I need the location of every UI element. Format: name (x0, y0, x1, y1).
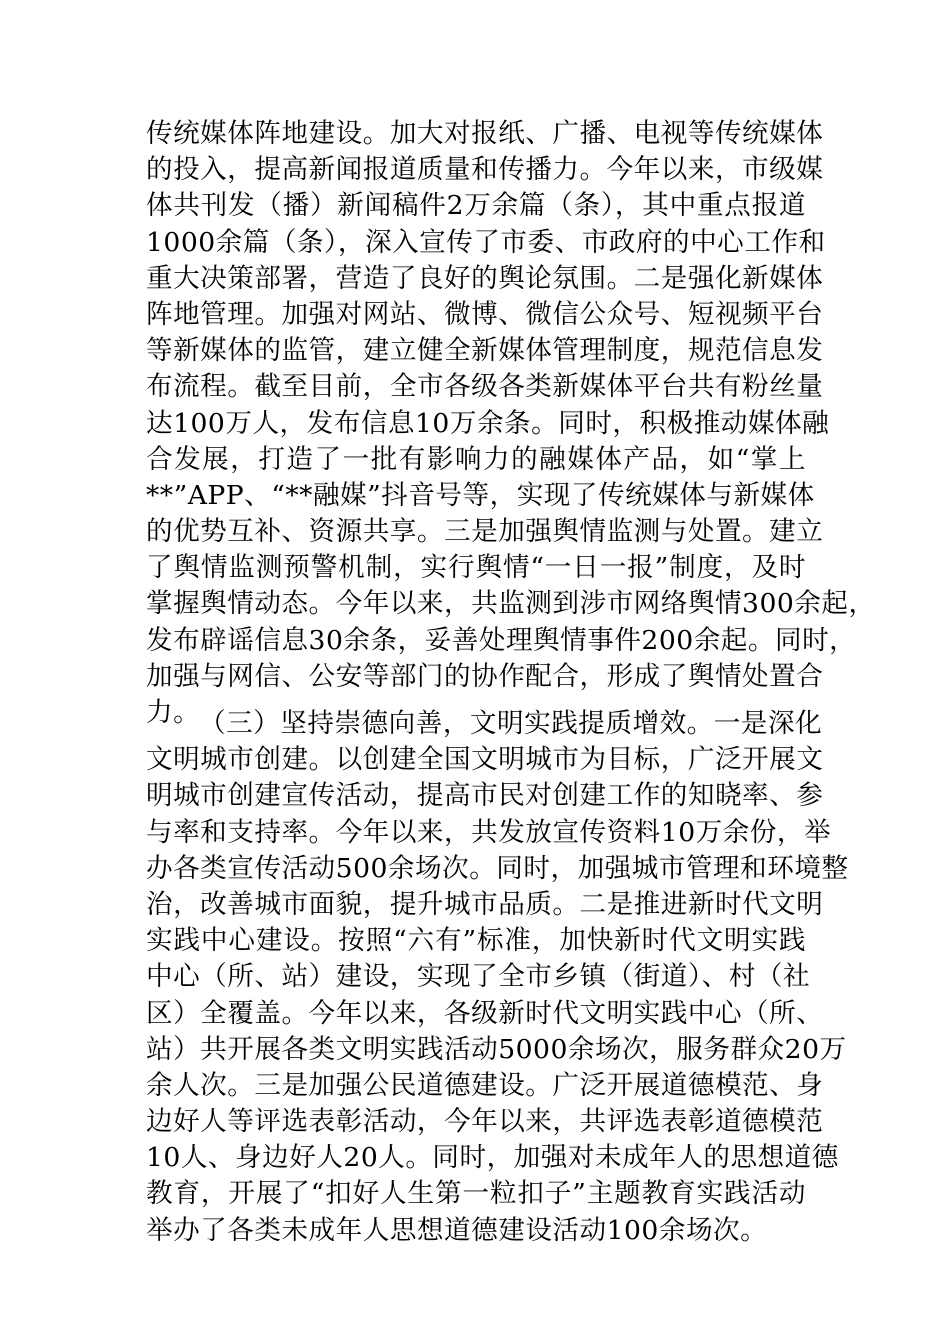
text-line: 体共刊发（播）新闻稿件2万余篇（条），其中重点报道 (146, 190, 806, 222)
text-line: 的投入，提高新闻报道质量和传播力。今年以来，市级媒 (146, 154, 824, 186)
text-line: 治，改善城市面貌，提升城市品质。二是推进新时代文明 (146, 888, 824, 920)
text-line: 的优势互补、资源共享。三是加强舆情监测与处置。建立 (146, 516, 824, 548)
text-line: 合发展，打造了一批有影响力的融媒体产品，如“掌上 (146, 443, 806, 475)
text-line: 明城市创建宣传活动，提高市民对创建工作的知晓率、参 (146, 780, 824, 812)
text-line: 中心（所、站）建设，实现了全市乡镇（街道）、村（社 (146, 961, 811, 993)
section-heading-line: （三）坚持崇德向善，文明实践提质增效。一是深化 (199, 708, 823, 739)
text-line: 10人、身边好人20人。同时，加强对未成年人的思想道德 (146, 1142, 839, 1174)
text-line: 与率和支持率。今年以来，共发放宣传资料10万余份，举 (146, 816, 832, 848)
text-line: 站）共开展各类文明实践活动5000余场次，服务群众20万 (146, 1033, 847, 1065)
text-line: 传统媒体阵地建设。加大对报纸、广播、电视等传统媒体 (146, 118, 824, 149)
text-line: 等新媒体的监管，建立健全新媒体管理制度，规范信息发 (146, 335, 824, 367)
text-line: 达100万人，发布信息10万余条。同时，积极推动媒体融 (146, 407, 830, 439)
text-line: 教育，开展了“扣好人生第一粒扣子”主题教育实践活动 (146, 1178, 806, 1210)
text-line: 力。 (146, 697, 201, 728)
paragraph-civilization-practice (146, 706, 849, 1249)
text-line: 区）全覆盖。今年以来，各级新时代文明实践中心（所、 (146, 997, 824, 1029)
text-line: 余人次。三是加强公民道德建设。广泛开展道德模范、身 (146, 1069, 824, 1101)
text-line: 办各类宣传活动500余场次。同时，加强城市管理和环境整 (146, 852, 849, 884)
text-line: 1000余篇（条），深入宣传了市委、市政府的中心工作和 (146, 226, 826, 258)
text-line: 加强与网信、公安等部门的协作配合，形成了舆情处置合 (146, 660, 824, 692)
paragraph-media-management (146, 116, 876, 731)
text-line: **”APP、“**融媒”抖音号等，实现了传统媒体与新媒体 (146, 479, 815, 511)
text-line: 举办了各类未成年人思想道德建设活动100余场次。 (146, 1214, 768, 1246)
text-line: 发布辟谣信息30余条，妥善处理舆情事件200余起。同时， (146, 624, 857, 656)
text-line: 布流程。截至目前，全市各级各类新媒体平台共有粉丝量 (146, 371, 824, 403)
text-line: 边好人等评选表彰活动，今年以来，共评选表彰道德模范 (146, 1106, 824, 1138)
text-line: 重大决策部署，营造了良好的舆论氛围。二是强化新媒体 (146, 262, 824, 294)
text-line: 文明城市创建。以创建全国文明城市为目标，广泛开展文 (146, 744, 824, 776)
text-line: 了舆情监测预警机制，实行舆情“一日一报”制度，及时 (146, 552, 806, 584)
text-line: 掌握舆情动态。今年以来，共监测到涉市网络舆情300余起， (146, 588, 876, 620)
text-line: 实践中心建设。按照“六有”标准，加快新时代文明实践 (146, 925, 806, 957)
text-line: 阵地管理。加强对网站、微博、微信公众号、短视频平台 (146, 298, 824, 330)
